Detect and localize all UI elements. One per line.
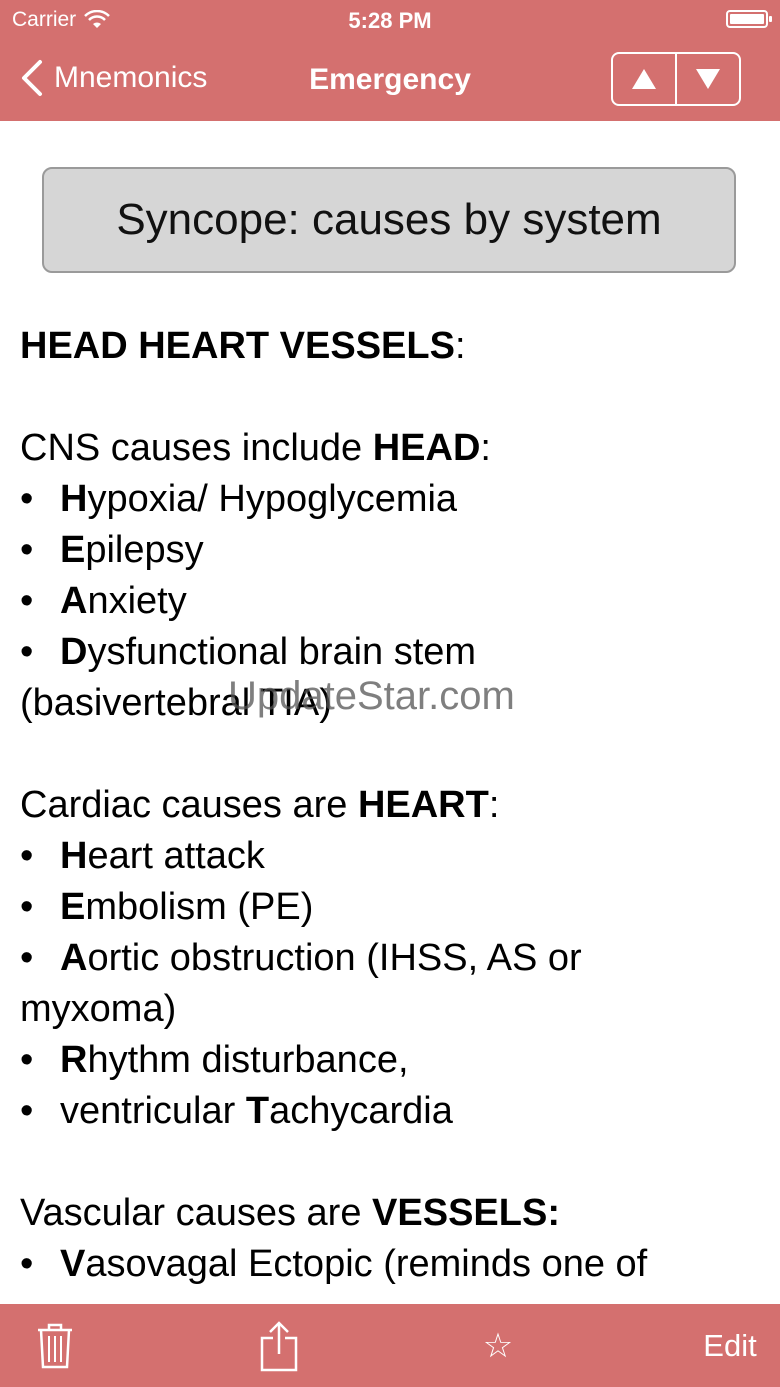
status-time: 5:28 PM: [348, 8, 432, 33]
carrier-label: Carrier: [12, 8, 77, 31]
list-item: • Anxiety: [20, 580, 187, 622]
list-item: • Aortic obstruction (IHSS, AS or: [20, 937, 582, 979]
list-continuation: myxoma): [20, 988, 177, 1030]
watermark: UpdateStar.com: [228, 674, 515, 718]
list-item: • Vasovagal Ectopic (reminds one of: [20, 1243, 648, 1285]
list-item: • Heart attack: [20, 835, 265, 877]
triangle-down-icon: [694, 67, 722, 91]
mnemonic-title: Syncope: causes by system: [42, 167, 736, 273]
trash-icon: [36, 1322, 74, 1370]
list-item: • Epilepsy: [20, 529, 204, 571]
navigation-bar: [0, 40, 780, 121]
list-item: • Dysfunctional brain stem: [20, 631, 477, 673]
mnemonic-body: [20, 321, 760, 1290]
status-bar: [0, 0, 780, 40]
cardiac-intro: Cardiac causes are HEART:: [20, 784, 500, 826]
cns-intro: CNS causes include HEAD:: [20, 427, 491, 469]
triangle-up-icon: [630, 67, 658, 91]
mnemonic-content[interactable]: [0, 121, 780, 1304]
prev-next-stepper: [611, 52, 741, 106]
star-icon: ☆: [482, 1326, 514, 1365]
delete-button[interactable]: [30, 1304, 80, 1387]
previous-button[interactable]: [613, 54, 675, 104]
share-button[interactable]: [254, 1304, 304, 1387]
favorite-button[interactable]: [478, 1304, 518, 1387]
top-bar: [0, 0, 780, 121]
next-button[interactable]: [675, 54, 739, 104]
list-item: • ventricular Tachycardia: [20, 1090, 453, 1132]
list-item: • Embolism (PE): [20, 886, 314, 928]
list-item: • Hypoxia/ Hypoglycemia: [20, 478, 458, 520]
bottom-toolbar: [0, 1304, 780, 1387]
main-heading: HEAD HEART VESSELS:: [20, 325, 466, 367]
battery-icon: [726, 10, 768, 28]
edit-button[interactable]: Edit: [703, 1327, 757, 1363]
vascular-intro: Vascular causes are VESSELS:: [20, 1192, 560, 1234]
share-icon: [259, 1320, 299, 1372]
list-item: • Rhythm disturbance,: [20, 1039, 409, 1081]
list-continuation: (basivertebral TIA): [20, 682, 332, 724]
nav-title: Emergency: [309, 63, 471, 96]
back-button-label: Mnemonics: [54, 61, 208, 94]
